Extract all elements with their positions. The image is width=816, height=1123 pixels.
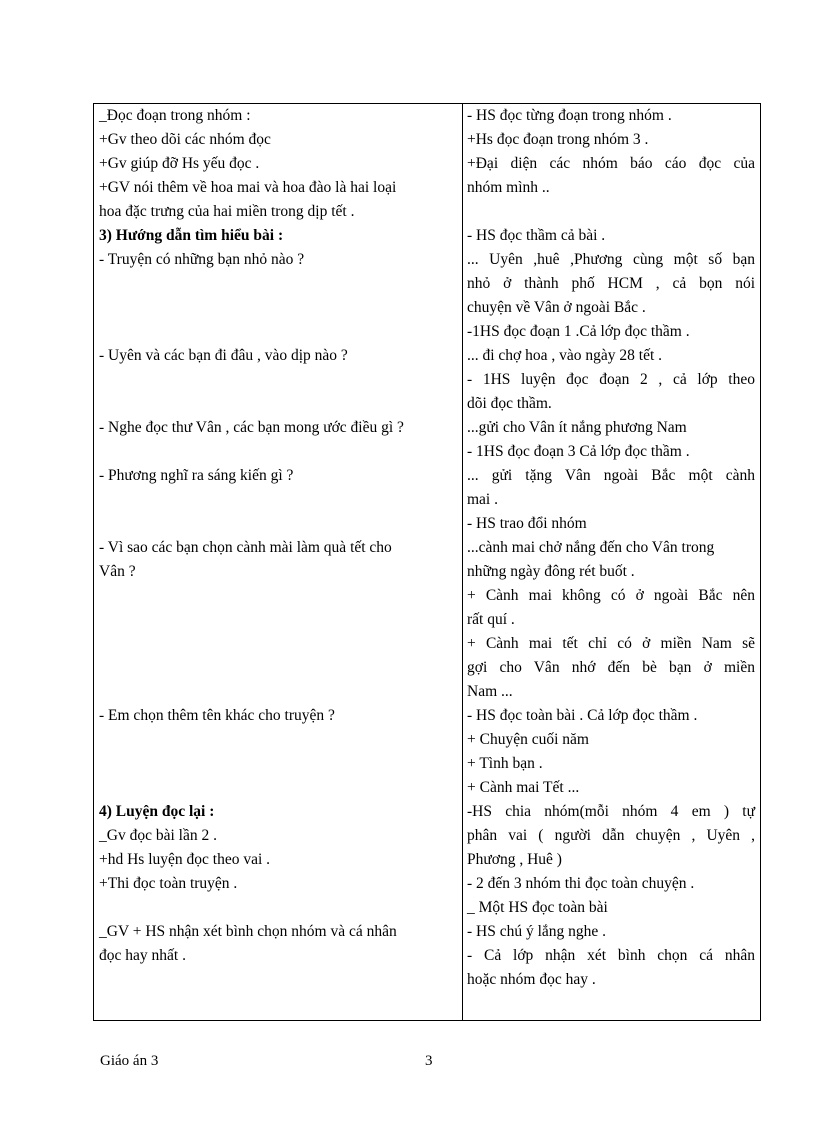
student-activity-line: - HS đọc thầm cả bài . [467, 227, 606, 244]
teacher-activity-line [99, 752, 457, 776]
teacher-activity-line: 3) Hướng dẫn tìm hiểu bài : [99, 227, 284, 244]
student-activities-column [467, 104, 755, 992]
student-activity-line: + Cành mai tết chỉ có ở miền Nam sẽ [467, 635, 755, 652]
teacher-activities-column [99, 104, 457, 968]
teacher-activity-line: - Phương nghĩ ra sáng kiến gì ? [99, 467, 294, 484]
teacher-activity-line: - Em chọn thêm tên khác cho truyện ? [99, 707, 335, 724]
student-activity-line: Nam ... [467, 683, 513, 700]
student-activity-line: - 1HS luyện đọc đoạn 2 , cả lớp theo [467, 371, 755, 388]
student-activity-line: - HS trao đổi nhóm [467, 515, 587, 532]
student-activity-line: nhỏ ở thành phố HCM , cả bọn nói [467, 275, 755, 292]
teacher-activity-line: - Vì sao các bạn chọn cành mài làm quà tết cho [99, 539, 392, 556]
student-activity-line: + Cành mai Tết ... [467, 779, 580, 796]
teacher-activity-line [99, 488, 457, 512]
teacher-activity-line [99, 272, 457, 296]
teacher-activity-line: +GV nói thêm về hoa mai và hoa đào là hai loại [99, 179, 397, 196]
teacher-activity-line [99, 368, 457, 392]
teacher-activity-line [99, 608, 457, 632]
student-activity-line: Phương , Huê ) [467, 851, 562, 868]
student-activity-line: chuyện về Vân ở ngoài Bắc . [467, 299, 646, 316]
teacher-activity-line [99, 896, 457, 920]
teacher-activity-line [99, 728, 457, 752]
student-activity-line: - HS chú ý lắng nghe . [467, 923, 607, 940]
student-activity-line: gợi cho Vân nhớ đến bè bạn ở miền [467, 659, 755, 676]
student-activity-line: - HS đọc từng đoạn trong nhóm . [467, 107, 672, 124]
student-activity-line: _ Một HS đọc toàn bài [467, 899, 608, 916]
student-activity-line: nhóm mình .. [467, 179, 550, 196]
student-activity-line: rất quí . [467, 611, 515, 628]
student-activity-line: hoặc nhóm đọc hay . [467, 971, 596, 988]
teacher-activity-line: đọc hay nhất . [99, 947, 186, 964]
student-activity-line: phân vai ( người dẫn chuyện , Uyên , [467, 827, 755, 844]
student-activity-line: +Đại diện các nhóm báo cáo đọc của [467, 155, 755, 172]
teacher-activity-line [99, 512, 457, 536]
teacher-activity-line: - Uyên và các bạn đi đâu , vào dịp nào ? [99, 347, 348, 364]
student-activity-line: + Chuyện cuối năm [467, 731, 589, 748]
teacher-activity-line: - Truyện có những bạn nhỏ nào ? [99, 251, 305, 268]
teacher-activity-line [99, 392, 457, 416]
student-activity-line: ... đi chợ hoa , vào ngày 28 tết . [467, 347, 663, 364]
teacher-activity-line [99, 632, 457, 656]
student-activity-line: - 1HS đọc đoạn 3 Cả lớp đọc thầm . [467, 443, 690, 460]
teacher-activity-line [99, 656, 457, 680]
teacher-activity-line [99, 680, 457, 704]
student-activity-line: + Tình bạn . [467, 755, 543, 772]
teacher-activity-line [99, 320, 457, 344]
teacher-activity-line: Vân ? [99, 563, 136, 580]
column-divider [462, 104, 463, 1020]
student-activity-line [467, 200, 755, 224]
teacher-activity-line: +Gv theo dõi các nhóm đọc [99, 131, 271, 148]
teacher-activity-line [99, 584, 457, 608]
student-activity-line: ... Uyên ,huê ,Phương cùng một số bạn [467, 251, 755, 268]
teacher-activity-line [99, 296, 457, 320]
student-activity-line: những ngày đông rét buốt . [467, 563, 635, 580]
student-activity-line: +Hs đọc đoạn trong nhóm 3 . [467, 131, 649, 148]
student-activity-line: -HS chia nhóm(mỗi nhóm 4 em ) tự [467, 803, 755, 820]
teacher-activity-line [99, 440, 457, 464]
student-activity-line: dõi đọc thầm. [467, 395, 552, 412]
lesson-plan-table [93, 103, 761, 1021]
student-activity-line: - 2 đến 3 nhóm thi đọc toàn chuyện . [467, 875, 695, 892]
teacher-activity-line: _GV + HS nhận xét bình chọn nhóm và cá nhân [99, 923, 397, 940]
student-activity-line: + Cành mai không có ở ngoài Bắc nên [467, 587, 755, 604]
teacher-activity-line: 4) Luyện đọc lại : [99, 803, 215, 820]
teacher-activity-line: _Đọc đoạn trong nhóm : [99, 107, 251, 124]
teacher-activity-line: hoa đặc trưng của hai miền trong dịp tết . [99, 203, 355, 220]
student-activity-line: ...cành mai chở nắng đến cho Vân trong [467, 539, 715, 556]
teacher-activity-line [99, 776, 457, 800]
student-activity-line: - Cả lớp nhận xét bình chọn cá nhân [467, 947, 755, 964]
student-activity-line: ...gửi cho Vân ít nắng phương Nam [467, 419, 687, 436]
teacher-activity-line: +Gv giúp đỡ Hs yếu đọc . [99, 155, 260, 172]
student-activity-line: -1HS đọc đoạn 1 .Cả lớp đọc thầm . [467, 323, 690, 340]
teacher-activity-line: +Thi đọc toàn truyện . [99, 875, 238, 892]
student-activity-line: - HS đọc toàn bài . Cả lớp đọc thầm . [467, 707, 698, 724]
footer-title: Giáo án 3 [100, 1053, 159, 1069]
student-activity-line: ... gửi tặng Vân ngoài Bắc một cành [467, 467, 755, 484]
page-number: 3 [425, 1053, 433, 1069]
student-activity-line: mai . [467, 491, 498, 508]
teacher-activity-line: +hd Hs luyện đọc theo vai . [99, 851, 271, 868]
teacher-activity-line: _Gv đọc bài lần 2 . [99, 827, 217, 844]
teacher-activity-line: - Nghe đọc thư Vân , các bạn mong ước điều gì ? [99, 419, 404, 436]
